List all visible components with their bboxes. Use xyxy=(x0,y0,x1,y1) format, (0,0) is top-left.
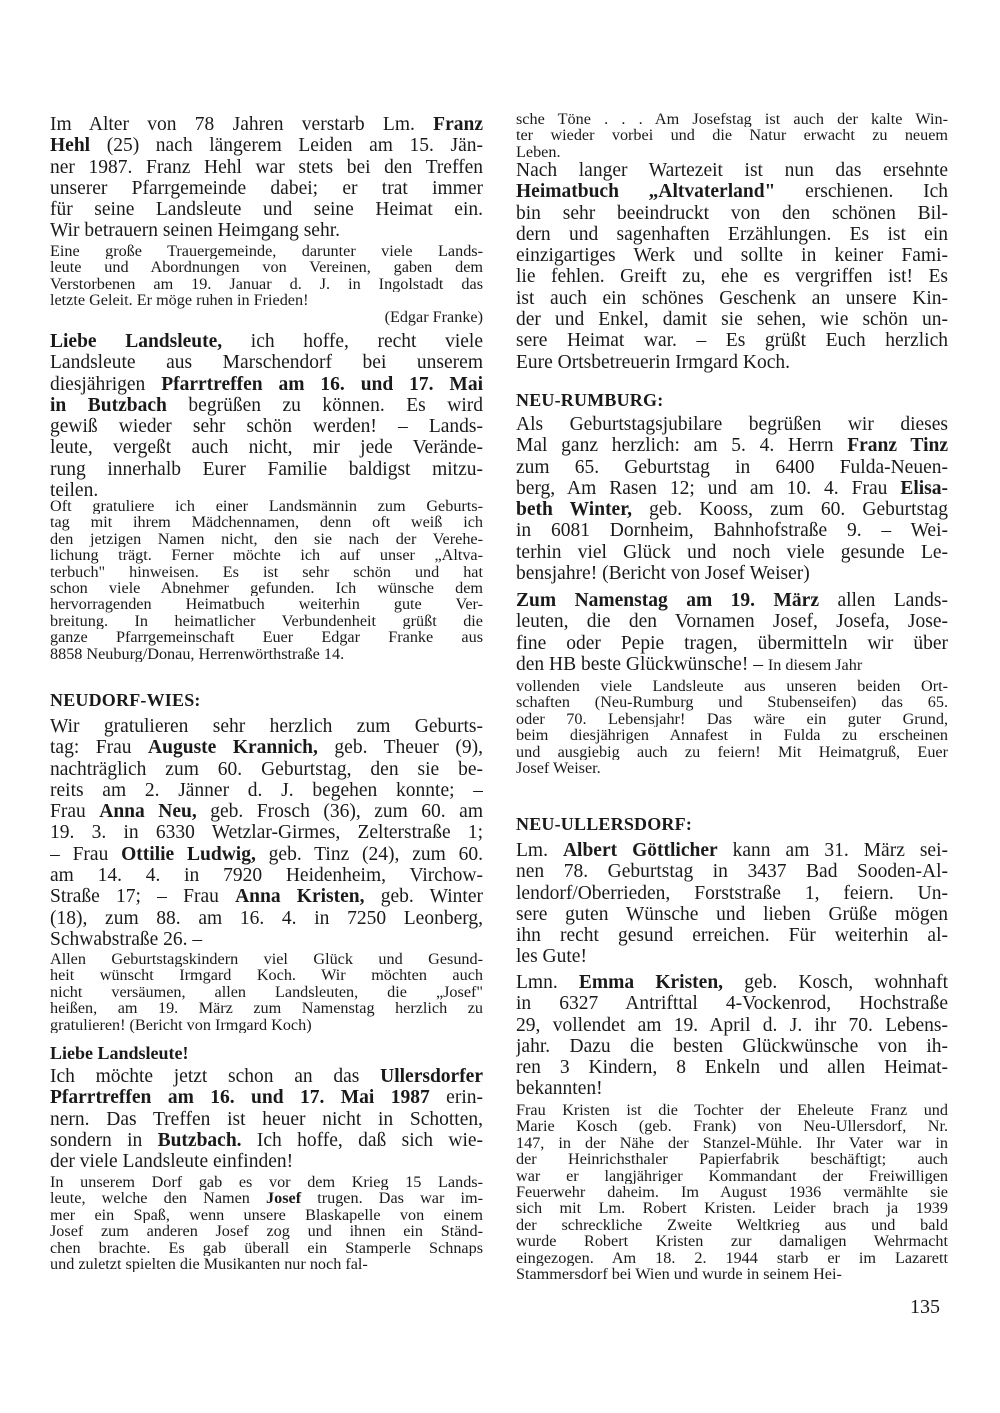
text: Frau xyxy=(50,801,100,823)
text: Oft gratuliere ich einer Landsmännin zum Geburts- xyxy=(50,498,483,515)
text-line xyxy=(516,499,948,520)
bold-text: Pfarrtreffen am 16. und 17. Mai 1987 xyxy=(50,1087,430,1109)
text: geb. Theuer (9), xyxy=(317,737,483,759)
text-line xyxy=(50,564,483,580)
text: sich mit Lm. Robert Kristen. Leider brach ja 1939 xyxy=(516,1200,948,1217)
text-line xyxy=(50,437,483,458)
text: Ich möchte jetzt schon an das xyxy=(50,1066,381,1087)
bold-text: beth Winter, xyxy=(516,499,632,521)
text: Feuerwehr daheim. Im August 1936 vermählte sie xyxy=(516,1183,948,1201)
text-line xyxy=(50,822,483,843)
text-line xyxy=(516,203,948,224)
text-line xyxy=(516,1200,948,1216)
text: leute, vergeßt auch nicht, mir jede Verände- xyxy=(50,437,483,459)
text-line xyxy=(50,780,483,801)
text: Schwabstraße 26. – xyxy=(50,928,203,950)
text-line xyxy=(516,694,948,710)
text: teilen. xyxy=(50,480,99,502)
text: und ausgiebig auch zu feiern! Mit Heimatgruß, Euer xyxy=(516,743,948,760)
text-line xyxy=(50,531,483,547)
text: 29, vollendet am 19. April d. J. ihr 70. Lebens- xyxy=(516,1014,948,1036)
text: terhin viel Glück und noch viele gesunde Le- xyxy=(516,541,948,563)
text-line xyxy=(50,737,483,758)
text-line xyxy=(516,744,948,760)
text-line xyxy=(50,178,483,199)
text: eingezogen. Am 18. 2. 1944 starb er im Lazarett xyxy=(516,1249,948,1266)
bold-text: Franz xyxy=(433,114,483,135)
text: bekannten! xyxy=(516,1078,603,1100)
text: hervorragenden Heimatbuch weiterhin gute Ver- xyxy=(50,596,483,613)
text-line xyxy=(50,908,483,929)
text: ich hoffe, recht viele xyxy=(222,331,483,352)
paragraph-ullersdorfer-treffen xyxy=(50,1066,483,1172)
text-line xyxy=(50,243,483,259)
text-line xyxy=(50,967,483,983)
text-line xyxy=(516,435,948,456)
text-line xyxy=(516,144,948,160)
text: Stammersdorf bei Wien und wurde in seinem Hei- xyxy=(516,1265,842,1283)
text-line xyxy=(516,1118,948,1134)
text-line xyxy=(516,563,948,584)
text: tag: Frau xyxy=(50,737,149,759)
text: rung innerhalb Eurer Familie baldigst mitzu- xyxy=(50,458,483,480)
bold-text: Josef xyxy=(266,1190,302,1207)
text: beim diesjährigen Annafest in Fulda zu erscheinen xyxy=(516,727,948,744)
text-line xyxy=(50,596,483,612)
text: gewiß wieder sehr schön werden! – Lands- xyxy=(50,416,483,438)
text: heit wünscht Irmgard Koch. Wir möchten auch xyxy=(50,967,483,984)
text-line xyxy=(516,266,948,287)
text: Landsleute aus Marschendorf bei unserem xyxy=(50,352,483,374)
text-line xyxy=(50,331,483,352)
text-line xyxy=(50,951,483,967)
text: in 6327 Antrifttal 4-Vockenrod, Hochstraße xyxy=(516,993,948,1015)
text: zum 65. Geburtstag in 6400 Fulda-Neuen- xyxy=(516,456,948,478)
text: den jetzigen Namen nicht, den sie nach der Verehe- xyxy=(50,530,483,548)
text: am 14. 4. in 7920 Heidenheim, Virchow- xyxy=(50,865,483,887)
paragraph-kristen-family xyxy=(516,1102,948,1282)
text: vollenden viele Landsleute aus unseren beiden Ort- xyxy=(516,678,948,695)
text: jahr. Dazu die besten Glückwünsche von ih- xyxy=(516,1035,948,1057)
text: geb. Kooss, zum 60. Geburtstag xyxy=(631,499,948,521)
text: erin- xyxy=(429,1087,483,1109)
text-line xyxy=(50,135,483,156)
paragraph-albert-goettlicher xyxy=(516,840,948,968)
text-line xyxy=(516,946,948,967)
text: nen 78. Geburtstag in 3437 Bad Sooden-Al- xyxy=(516,861,948,883)
page-number: 135 xyxy=(910,1296,940,1318)
bold-text: Zum Namenstag am 19. März xyxy=(516,590,819,611)
text: lendorf/Oberrieden, Forststraße 1, feiern. Un- xyxy=(516,882,948,904)
text-line xyxy=(516,1078,948,1099)
bold-text: Butzbach. xyxy=(157,1129,242,1151)
bold-text: in Butzbach xyxy=(50,394,167,416)
text: geb. Tinz (24), zum 60. xyxy=(255,843,483,865)
text: erschienen. Ich xyxy=(775,181,948,203)
bold-text: Emma Kristen, xyxy=(578,972,724,993)
text: lichung trägt. Ferner möchte ich auf unser „Altva- xyxy=(50,547,483,564)
text-line xyxy=(516,224,948,245)
text-line xyxy=(50,1190,483,1206)
text: schaften (Neu-Rumburg und Stubenseifen) das 65. xyxy=(516,694,948,711)
text: ter wieder vorbei und die Natur erwacht zu neuem xyxy=(516,127,948,144)
text-line xyxy=(516,457,948,478)
text-line xyxy=(50,374,483,395)
text: unserer Pfarrgemeinde dabei; er trat immer xyxy=(50,177,483,199)
text: leuten, die den Vornamen Josef, Josefa, Jose- xyxy=(516,611,948,633)
text-line xyxy=(50,114,483,135)
text-line xyxy=(50,276,483,292)
text: der und Enkel, damit sie sehen, wie schön un- xyxy=(516,309,948,331)
paragraph-lebensjahr xyxy=(516,678,948,776)
text: allen Lands- xyxy=(819,590,948,611)
text: Leben. xyxy=(516,143,561,161)
text-line xyxy=(50,514,483,530)
text: lie fehlen. Greift zu, ehe es vergriffen ist! Es xyxy=(516,266,948,288)
text: In unserem Dorf gab es vor dem Krieg 15 Lands- xyxy=(50,1174,483,1191)
bold-text: Elisa- xyxy=(900,477,948,499)
text-line xyxy=(50,886,483,907)
text-line xyxy=(50,613,483,629)
text-line xyxy=(516,1184,948,1200)
text-line xyxy=(50,1130,483,1151)
paragraph-liebe-landsleute xyxy=(50,331,483,501)
text: chen brachte. Es gab überall ein Stamperle Schnaps xyxy=(50,1239,483,1256)
text-line xyxy=(516,1233,948,1249)
text-line xyxy=(516,1151,948,1167)
text-line xyxy=(516,1135,948,1151)
text: Wir betrauern seinen Heimgang sehr. xyxy=(50,220,340,242)
text-line xyxy=(50,1256,483,1272)
text-line xyxy=(516,1015,948,1036)
text: geb. Winter xyxy=(364,886,483,908)
text-line xyxy=(50,1017,483,1033)
text-line xyxy=(50,395,483,416)
text: einzigartiges Werk und sollte in keiner Fami- xyxy=(516,245,948,267)
text-line xyxy=(516,1057,948,1078)
text-line xyxy=(50,865,483,886)
text: der schreckliche Zweite Weltkrieg aus und bald xyxy=(516,1216,948,1234)
text-line xyxy=(516,1217,948,1233)
text-line xyxy=(516,245,948,266)
bold-text: Ottilie Ludwig, xyxy=(121,843,256,865)
text-line xyxy=(516,478,948,499)
text: nern. Das Treffen ist heuer nicht in Schotten, xyxy=(50,1108,483,1130)
text: Straße 17; – Frau xyxy=(50,886,236,908)
text: fine oder Pepie tragen, übermitteln wir über xyxy=(516,632,948,654)
bold-text: Ullersdorfer xyxy=(380,1066,483,1087)
paragraph-namenstag xyxy=(516,590,948,675)
text: Wir gratulieren sehr herzlich zum Geburts- xyxy=(50,716,483,737)
text: geb. Frosch (36), zum 60. am xyxy=(196,801,483,823)
text-line xyxy=(50,629,483,645)
text-line xyxy=(516,1168,948,1184)
text-line xyxy=(516,993,948,1014)
section-heading-neu-rumburg: NEU-RUMBURG: xyxy=(516,390,664,410)
text: kann am 31. März sei- xyxy=(717,840,948,861)
text-line xyxy=(516,972,948,993)
text: Eine große Trauergemeinde, darunter viele Lands- xyxy=(50,243,483,260)
text-line xyxy=(50,759,483,780)
paragraph-emma-kristen xyxy=(516,972,948,1100)
text-line xyxy=(516,760,948,776)
text: 8858 Neuburg/Donau, Herrenwörthstraße 14. xyxy=(50,645,345,662)
text-line xyxy=(516,861,948,882)
text-line xyxy=(516,840,948,861)
text-line xyxy=(50,459,483,480)
text: war er langjähriger Kommandant der Freiwilligen xyxy=(516,1167,948,1184)
paragraph-altvaterbuch xyxy=(50,498,483,662)
text: Ich hoffe, daß sich wie- xyxy=(241,1129,483,1151)
paragraph-rumburg-birthdays xyxy=(516,414,948,584)
text-line xyxy=(516,1102,948,1118)
text: breitung. In heimatlicher Verbundenheit grüßt die xyxy=(50,612,483,630)
paragraph-heimatbuch xyxy=(516,160,948,373)
text-line xyxy=(516,727,948,743)
signature-edgar-franke: (Edgar Franke) xyxy=(384,308,483,326)
bold-text: Hehl xyxy=(50,135,91,157)
text-line xyxy=(50,416,483,437)
text-line xyxy=(50,547,483,563)
text: und zuletzt spielten die Musikanten nur noch fal- xyxy=(50,1255,368,1273)
text: Eure Ortsbetreuerin Irmgard Koch. xyxy=(516,351,790,373)
text-line xyxy=(50,1174,483,1190)
text: leute und Abordnungen von Vereinen, gaben dem xyxy=(50,259,483,276)
text-line xyxy=(50,1109,483,1130)
text-line xyxy=(50,801,483,822)
text-line xyxy=(516,111,948,127)
text: schon viele Abnehmer gefunden. Ich wünsche dem xyxy=(50,579,483,597)
text: Als Geburtstagsjubilare begrüßen wir dieses xyxy=(516,414,948,435)
text: heißen, am 19. März zum Namenstag herzlich zu xyxy=(50,1000,483,1017)
text: trugen. Das war im- xyxy=(301,1190,483,1207)
text-line xyxy=(50,1066,483,1087)
text-line xyxy=(50,1207,483,1223)
text: berg, Am Rasen 12; und am 10. 4. Frau xyxy=(516,477,901,499)
text: Lmn. xyxy=(516,972,579,993)
paragraph-josefstag xyxy=(516,111,948,160)
text: Marie Kosch (geb. Frank) von Neu-Ullersdorf, Nr. xyxy=(516,1118,948,1135)
text-line xyxy=(516,654,948,675)
text-line xyxy=(516,611,948,632)
text: 147, in der Nähe der Stanzel-Mühle. Ihr Vater war in xyxy=(516,1134,948,1152)
section-heading-neu-ullersdorf: NEU-ULLERSDORF: xyxy=(516,814,693,834)
text: ner 1987. Franz Hehl war stets bei den Treffen xyxy=(50,156,483,178)
text: ihn recht gesund erreichen. Für weiterhin al- xyxy=(516,925,948,947)
bold-text: Liebe Landsleute, xyxy=(50,331,223,352)
bold-text: Anna Neu, xyxy=(99,801,197,823)
text-line xyxy=(50,929,483,950)
text-line xyxy=(50,292,483,308)
text: Verstorbenen am 19. Januar d. J. in Ingolstadt das xyxy=(50,275,483,293)
text: Nach langer Wartezeit ist nun das ersehnte xyxy=(516,160,948,181)
bold-text: Franz Tinz xyxy=(847,435,948,457)
text-line xyxy=(516,1250,948,1266)
text: gratulieren! (Bericht von Irmgard Koch) xyxy=(50,1016,312,1033)
text-line xyxy=(516,309,948,330)
text-line xyxy=(50,1223,483,1239)
bold-text: Heimatbuch „Altvaterland" xyxy=(516,181,776,203)
text-line xyxy=(50,259,483,275)
subheading-liebe-landsleute: Liebe Landsleute! xyxy=(50,1043,189,1063)
text: (25) nach längerem Leiden am 15. Jän- xyxy=(90,135,483,157)
text: geb. Kosch, wohnhaft xyxy=(723,972,948,993)
text-line xyxy=(50,199,483,220)
bold-text: Pfarrtreffen am 16. und 17. Mai xyxy=(161,373,483,395)
text-line xyxy=(50,984,483,1000)
text-line xyxy=(516,414,948,435)
bold-text: Albert Göttlicher xyxy=(562,840,718,861)
text: ganze Pfarrgemeinschaft Euer Edgar Franke aus xyxy=(50,629,483,646)
text: Im Alter von 78 Jahren verstarb Lm. xyxy=(50,114,434,135)
text: sche Töne . . . Am Josefstag ist auch der kalte Win- xyxy=(516,111,948,128)
text: dern und sagenhaften Erzählungen. Es ist ein xyxy=(516,223,948,245)
text-line xyxy=(516,1036,948,1057)
text-line xyxy=(516,288,948,309)
text-line xyxy=(50,1087,483,1108)
text-line xyxy=(50,580,483,596)
paragraph-josef-story xyxy=(50,1174,483,1272)
text: Mal ganz herzlich: am 5. 4. Herrn xyxy=(516,435,848,457)
text: bin sehr beeindruckt von den schönen Bil- xyxy=(516,202,948,224)
bold-text: Anna Kristen, xyxy=(235,886,365,908)
text: oder 70. Lebensjahr! Das wäre ein guter Grund, xyxy=(516,710,948,728)
text-line xyxy=(50,646,483,662)
text: In diesem Jahr xyxy=(767,655,863,674)
text-line xyxy=(50,844,483,865)
paragraph-neudorf-birthdays xyxy=(50,716,483,950)
text-line xyxy=(516,542,948,563)
text-line xyxy=(516,633,948,654)
paragraph-neudorf-wishes xyxy=(50,951,483,1033)
text-line xyxy=(50,716,483,737)
text: nachträglich zum 60. Geburtstag, den sie be- xyxy=(50,758,483,780)
bold-text: Auguste Krannich, xyxy=(148,737,318,759)
text: mer ein Spaß, wenn unsere Blaskapelle von einem xyxy=(50,1206,483,1224)
text: terbuch" hinweisen. Es ist sehr schön und hat xyxy=(50,563,483,580)
text: der Heinrichsthaler Papierfabrik beschäftigt; auch xyxy=(516,1151,948,1168)
text: 19. 3. in 6330 Wetzlar-Girmes, Zelterstraße 1; xyxy=(50,822,483,844)
text: Frau Kristen ist die Tochter der Eheleute Franz und xyxy=(516,1102,948,1119)
text: ist auch ein schönes Geschenk an unsere Kin- xyxy=(516,287,948,309)
text: sere Heimat war. – Es grüßt Euch herzlich xyxy=(516,330,948,352)
text-line xyxy=(516,330,948,351)
text-line xyxy=(50,220,483,241)
text: letzte Geleit. Er möge ruhen in Frieden! xyxy=(50,292,309,309)
text: wurde Robert Kristen zur damaligen Wehrmacht xyxy=(516,1233,948,1250)
text-line xyxy=(516,1266,948,1282)
text-line xyxy=(50,157,483,178)
text: tag mit ihrem Mädchennamen, denn oft weiß ich xyxy=(50,514,483,531)
section-heading-neudorf-wies: NEUDORF-WIES: xyxy=(50,690,201,710)
text-line xyxy=(516,711,948,727)
text-line xyxy=(516,904,948,925)
text: für seine Landsleute und seine Heimat ein. xyxy=(50,199,483,221)
text-line xyxy=(516,352,948,373)
text: (18), zum 88. am 16. 4. in 7250 Leonberg, xyxy=(50,907,483,929)
text: reits am 2. Jänner d. J. begehen konnte; – xyxy=(50,779,483,801)
text: Josef zum anderen Josef zog und ihnen ein Ständ- xyxy=(50,1223,483,1240)
text-line xyxy=(516,181,948,202)
text-line xyxy=(516,160,948,181)
text: sondern in xyxy=(50,1129,158,1151)
text: begrüßen zu können. Es wird xyxy=(166,394,483,416)
paragraph-funeral xyxy=(50,243,483,309)
text-line xyxy=(516,883,948,904)
text: bensjahre! (Bericht von Josef Weiser) xyxy=(516,563,810,585)
text-line xyxy=(516,590,948,611)
text: les Gute! xyxy=(516,946,587,968)
paragraph-obituary-franz-hehl xyxy=(50,114,483,242)
text-line xyxy=(516,925,948,946)
text: in 6081 Dornheim, Bahnhofstraße 9. – Wei- xyxy=(516,520,948,542)
text-line xyxy=(516,127,948,143)
text-line xyxy=(50,498,483,514)
text: leute, welche den Namen xyxy=(50,1190,267,1207)
text-line xyxy=(516,520,948,541)
text-line xyxy=(50,1240,483,1256)
text: nicht versäumen, allen Landsleuten, die „Josef" xyxy=(50,983,483,1001)
text: Josef Weiser. xyxy=(516,759,601,777)
text: der viele Landsleute einfinden! xyxy=(50,1151,294,1173)
text: – Frau xyxy=(50,843,122,865)
text: ren 3 Kindern, 8 Enkeln und allen Heimat- xyxy=(516,1057,948,1079)
text-line xyxy=(50,352,483,373)
text-line xyxy=(516,678,948,694)
text: sere guten Wünsche und lieben Grüße mögen xyxy=(516,903,948,925)
text: den HB beste Glückwünsche! – xyxy=(516,653,768,675)
text: Allen Geburtstagskindern viel Glück und Gesund- xyxy=(50,951,483,968)
text-line xyxy=(50,1000,483,1016)
text: Lm. xyxy=(516,840,563,861)
text-line xyxy=(50,1151,483,1172)
text: diesjährigen xyxy=(50,373,162,395)
